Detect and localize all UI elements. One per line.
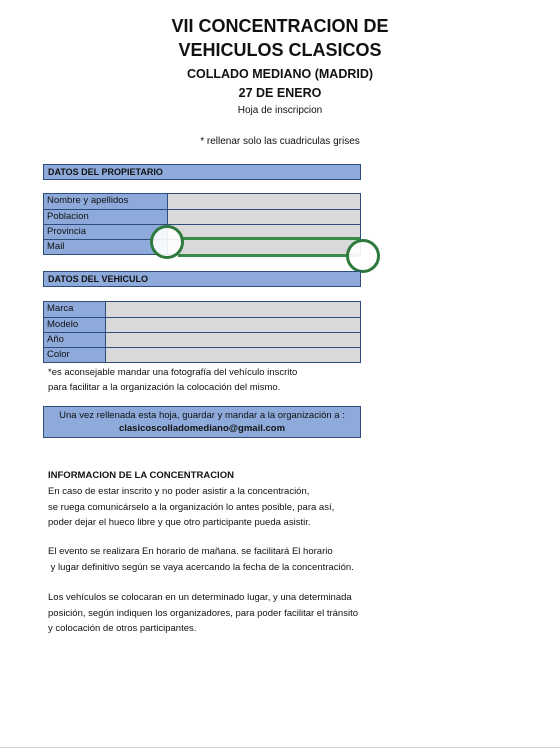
contact-email[interactable]: clasicoscolladomediano@gmail.com	[118, 423, 286, 434]
vehicle-fields-table	[43, 301, 361, 363]
brand-input[interactable]	[106, 302, 360, 317]
info-paragraph-2	[48, 544, 354, 575]
info-paragraph-3	[48, 590, 358, 637]
field-row-town	[44, 209, 360, 224]
owner-fields-table	[43, 193, 361, 255]
field-row-color	[44, 347, 360, 362]
submit-instructions-box	[43, 406, 361, 438]
name-input[interactable]	[168, 194, 360, 209]
field-row-brand	[44, 302, 360, 317]
field-label: Color	[44, 348, 106, 362]
owner-section-heading: DATOS DEL PROPIETARIO	[43, 164, 361, 180]
para-line: y lugar definitivo según se vaya acercando la fecha de la concentración.	[48, 561, 354, 573]
field-row-model	[44, 317, 360, 332]
info-paragraph-1	[48, 484, 334, 531]
title-line-2: VEHICULOS CLASICOS	[178, 40, 382, 60]
field-label: Nombre y apellidos	[44, 194, 168, 209]
annotation-line-bottom	[178, 254, 358, 257]
info-heading: INFORMACION DE LA CONCENTRACION	[48, 470, 234, 481]
fill-instruction: * rellenar solo las cuadriculas grises	[200, 136, 360, 147]
submit-instruction: Una vez rellenada esta hoja, guardar y mandar a la organización a :	[59, 410, 345, 421]
location: COLLADO MEDIANO (MADRID)	[186, 67, 374, 81]
model-input[interactable]	[106, 318, 360, 332]
field-label: Poblacion	[44, 210, 168, 224]
para-line: se ruega comunicárselo a la organización lo antes posible, para así,	[48, 501, 335, 513]
mail-input[interactable]	[168, 240, 360, 254]
para-line: El evento se realizara En horario de mañana. se facilitará El horario	[48, 546, 333, 557]
town-input[interactable]	[168, 210, 360, 224]
field-label: Modelo	[44, 318, 106, 332]
color-input[interactable]	[106, 348, 360, 362]
field-label: Provincia	[44, 225, 168, 239]
form-subtitle: Hoja de inscripcion	[237, 105, 323, 116]
annotation-line-top	[178, 237, 360, 240]
annotation-circle-right[interactable]	[346, 239, 380, 273]
field-label: Mail	[44, 240, 168, 254]
field-row-name	[44, 194, 360, 209]
para-line: En caso de estar inscrito y no poder asistir a la concentración,	[48, 486, 310, 497]
para-line: poder dejar el hueco libre y que otro participante pueda asistir.	[48, 517, 311, 528]
event-date: 27 DE ENERO	[238, 86, 322, 100]
field-row-mail	[44, 239, 360, 254]
vehicle-photo-note	[48, 365, 297, 395]
note-line: *es aconsejable mandar una fotografía del vehículo inscrito	[48, 367, 298, 378]
page-edge-divider	[0, 747, 560, 748]
para-line: Los vehículos se colocaran en un determinado lugar, y una determinada	[48, 592, 352, 603]
year-input[interactable]	[106, 333, 360, 347]
para-line: y colocación de otros participantes.	[48, 623, 197, 634]
vehicle-section-heading: DATOS DEL VEHICULO	[43, 271, 361, 287]
title-line-1: VII CONCENTRACION DE	[171, 16, 389, 36]
para-line: posición, según indiquen los organizadores, para poder facilitar el tránsito	[48, 607, 358, 619]
field-label: Marca	[44, 302, 106, 317]
field-label: Año	[44, 333, 106, 347]
annotation-circle-left[interactable]	[150, 225, 184, 259]
field-row-year	[44, 332, 360, 347]
note-line: para facilitar a la organización la colocación del mismo.	[48, 382, 281, 393]
